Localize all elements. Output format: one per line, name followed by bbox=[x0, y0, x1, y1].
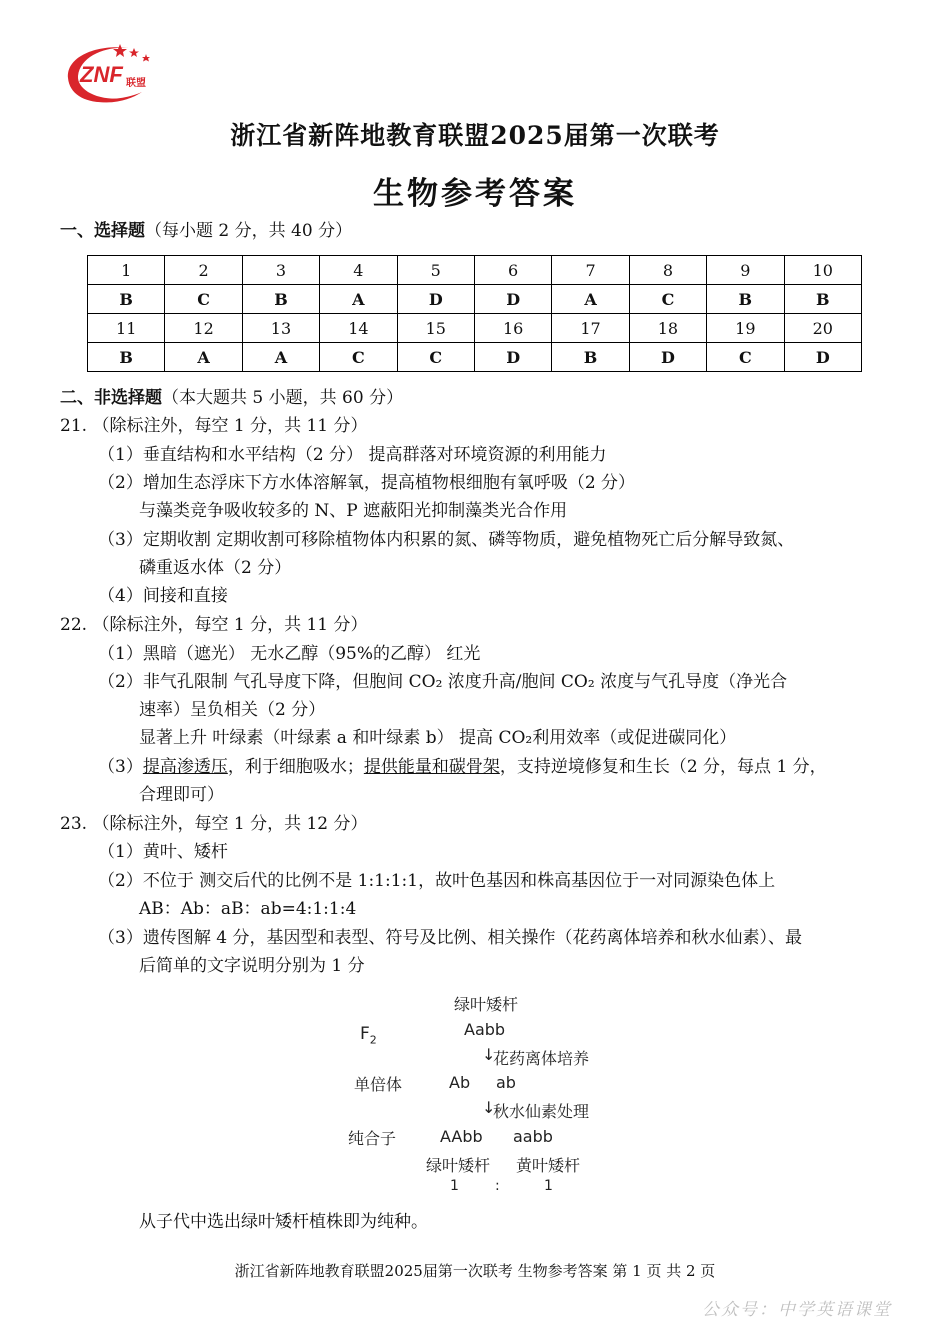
table-cell: B bbox=[242, 285, 319, 314]
q22-heading: 22. （除标注外，每空 1 分，共 11 分） bbox=[60, 615, 368, 635]
table-cell: 6 bbox=[474, 256, 551, 285]
table-cell: 2 bbox=[165, 256, 242, 285]
table-cell: 7 bbox=[552, 256, 629, 285]
parent-genotype: Aabb bbox=[464, 1020, 506, 1039]
document-subtitle: 生物参考答案 bbox=[373, 176, 577, 212]
pure-phenotype-1: 绿叶矮杆 bbox=[426, 1156, 491, 1175]
section-1-heading bbox=[60, 221, 352, 241]
ratio-value-2: 1 bbox=[544, 1178, 553, 1194]
answer-table bbox=[87, 255, 862, 372]
table-cell: 11 bbox=[88, 314, 165, 343]
q22-key-point-1: 提高渗透压 bbox=[142, 757, 228, 777]
q23-answer-2-cont: AB：Ab：aB：ab=4:1:1:4 bbox=[139, 899, 357, 919]
table-cell: 13 bbox=[242, 314, 319, 343]
table-cell: B bbox=[552, 343, 629, 372]
q22-answer-3-cont: 合理即可） bbox=[139, 785, 224, 805]
q21-answer-2-cont: 与藻类竞争吸收较多的 N、P 遮蔽阳光抑制藻类光合作用 bbox=[139, 501, 568, 521]
pure-phenotype-2: 黄叶矮杆 bbox=[516, 1156, 581, 1175]
genetic-diagram bbox=[330, 990, 630, 1200]
q21-heading: 21. （除标注外，每空 1 分，共 11 分） bbox=[60, 416, 368, 436]
table-row bbox=[88, 285, 862, 314]
q22-answer-2: （2）非气孔限制 气孔导度下降，但胞间 CO₂ 浓度升高/胞间 CO₂ 浓度与气孔导度（净光合 bbox=[98, 672, 788, 692]
table-cell: A bbox=[165, 343, 242, 372]
table-cell: B bbox=[88, 343, 165, 372]
table-cell: D bbox=[397, 285, 474, 314]
parent-phenotype: 绿叶矮杆 bbox=[454, 995, 519, 1014]
table-cell: 20 bbox=[784, 314, 861, 343]
ratio-separator: : bbox=[495, 1178, 500, 1194]
watermark: 公众号：中学英语课堂 bbox=[702, 1300, 892, 1320]
table-cell: C bbox=[165, 285, 242, 314]
pure-genotype-2: aabb bbox=[513, 1127, 553, 1146]
table-cell: B bbox=[88, 285, 165, 314]
ratio-value-1: 1 bbox=[450, 1178, 459, 1194]
q22-answer-2-cont: 速率）呈负相关（2 分） bbox=[139, 700, 326, 720]
table-cell: 12 bbox=[165, 314, 242, 343]
document-title: 浙江省新阵地教育联盟2025届第一次联考 bbox=[230, 121, 720, 150]
f2-subscript: 2 bbox=[369, 1033, 377, 1047]
table-cell: B bbox=[707, 285, 784, 314]
page-footer: 浙江省新阵地教育联盟2025届第一次联考 生物参考答案 第 1 页 共 2 页 bbox=[234, 1262, 716, 1280]
f2-label bbox=[360, 1024, 377, 1046]
q22-answer-3-text: ，利于细胞吸水； bbox=[227, 757, 364, 777]
table-cell: 19 bbox=[707, 314, 784, 343]
q22-key-point-2: 提供能量和碳骨架 bbox=[363, 757, 500, 777]
table-cell: C bbox=[629, 285, 706, 314]
q23-answer-2: （2）不位于 测交后代的比例不是 1:1:1:1，故叶色基因和株高基因位于一对同源染色体上 bbox=[98, 871, 776, 891]
znf-logo bbox=[58, 38, 168, 110]
q21-answer-2: （2）增加生态浮床下方水体溶解氧，提高植物根细胞有氧呼吸（2 分） bbox=[98, 473, 636, 493]
pure-genotype-1: AAbb bbox=[440, 1127, 483, 1146]
q22-answer-1: （1）黑暗（遮光） 无水乙醇（95%的乙醇） 红光 bbox=[98, 644, 481, 664]
table-cell: 1 bbox=[88, 256, 165, 285]
q23-answer-3-cont: 后简单的文字说明分别为 1 分 bbox=[139, 956, 365, 976]
q23-answer-3: （3）遗传图解 4 分，基因型和表型、符号及比例、相关操作（花药离体培养和秋水仙素）、最 bbox=[98, 928, 802, 948]
table-cell: A bbox=[552, 285, 629, 314]
section-2-note: （本大题共 5 小题，共 60 分） bbox=[162, 388, 404, 408]
q22-answer-2-cont2: 显著上升 叶绿素（叶绿素 a 和叶绿素 b） 提高 CO₂利用效率（或促进碳同化） bbox=[139, 728, 737, 748]
svg-text:ZNF: ZNF bbox=[80, 62, 123, 87]
table-cell: D bbox=[784, 343, 861, 372]
arrow-down-icon: ↓ bbox=[482, 1045, 496, 1064]
table-cell: 4 bbox=[320, 256, 397, 285]
section-2-title: 二、非选择题 bbox=[60, 388, 162, 408]
q21-answer-3: （3）定期收割 定期收割可移除植物体内积累的氮、磷等物质，避免植物死亡后分解导致氮、 bbox=[98, 530, 795, 550]
q22-answer-3-tail: ，支持逆境修复和生长（2 分，每点 1 分， bbox=[499, 757, 827, 777]
table-cell: 14 bbox=[320, 314, 397, 343]
pure-line-label: 纯合子 bbox=[348, 1129, 397, 1148]
table-cell: 17 bbox=[552, 314, 629, 343]
table-cell: 16 bbox=[474, 314, 551, 343]
table-cell: 9 bbox=[707, 256, 784, 285]
arrow-down-icon: ↓ bbox=[482, 1098, 496, 1117]
table-cell: D bbox=[629, 343, 706, 372]
section-1-note: （每小题 2 分，共 40 分） bbox=[145, 221, 353, 241]
table-cell: 3 bbox=[242, 256, 319, 285]
q23-answer-1: （1）黄叶、矮杆 bbox=[98, 842, 228, 862]
table-cell: 10 bbox=[784, 256, 861, 285]
table-row bbox=[88, 314, 862, 343]
haploid-ab-lower: ab bbox=[496, 1073, 516, 1092]
table-cell: C bbox=[397, 343, 474, 372]
q21-answer-3-cont: 磷重返水体（2 分） bbox=[139, 558, 292, 578]
svg-text:联盟: 联盟 bbox=[126, 78, 146, 89]
f2-letter: F bbox=[360, 1024, 370, 1044]
table-cell: 15 bbox=[397, 314, 474, 343]
table-cell: A bbox=[320, 285, 397, 314]
table-cell: D bbox=[474, 343, 551, 372]
haploid-ab-upper: Ab bbox=[449, 1073, 471, 1092]
haploid-label: 单倍体 bbox=[354, 1075, 403, 1094]
table-cell: 8 bbox=[629, 256, 706, 285]
table-cell: D bbox=[474, 285, 551, 314]
q22-answer-3-prefix: （3） bbox=[98, 757, 143, 777]
step-colchicine: 秋水仙素处理 bbox=[493, 1102, 590, 1121]
table-row bbox=[88, 343, 862, 372]
q21-answer-4: （4）间接和直接 bbox=[98, 586, 228, 606]
table-cell: B bbox=[784, 285, 861, 314]
section-2-heading bbox=[60, 388, 403, 408]
table-cell: C bbox=[707, 343, 784, 372]
table-cell: 5 bbox=[397, 256, 474, 285]
table-row bbox=[88, 256, 862, 285]
q22-answer-3 bbox=[98, 757, 827, 777]
table-cell: 18 bbox=[629, 314, 706, 343]
q23-conclusion: 从子代中选出绿叶矮杆植株即为纯种。 bbox=[139, 1212, 428, 1232]
step-anther-culture: 花药离体培养 bbox=[493, 1049, 590, 1068]
table-cell: A bbox=[242, 343, 319, 372]
q21-answer-1: （1）垂直结构和水平结构（2 分） 提高群落对环境资源的利用能力 bbox=[98, 445, 607, 465]
table-cell: C bbox=[320, 343, 397, 372]
q23-heading: 23. （除标注外，每空 1 分，共 12 分） bbox=[60, 814, 368, 834]
section-1-title: 一、选择题 bbox=[60, 221, 145, 241]
